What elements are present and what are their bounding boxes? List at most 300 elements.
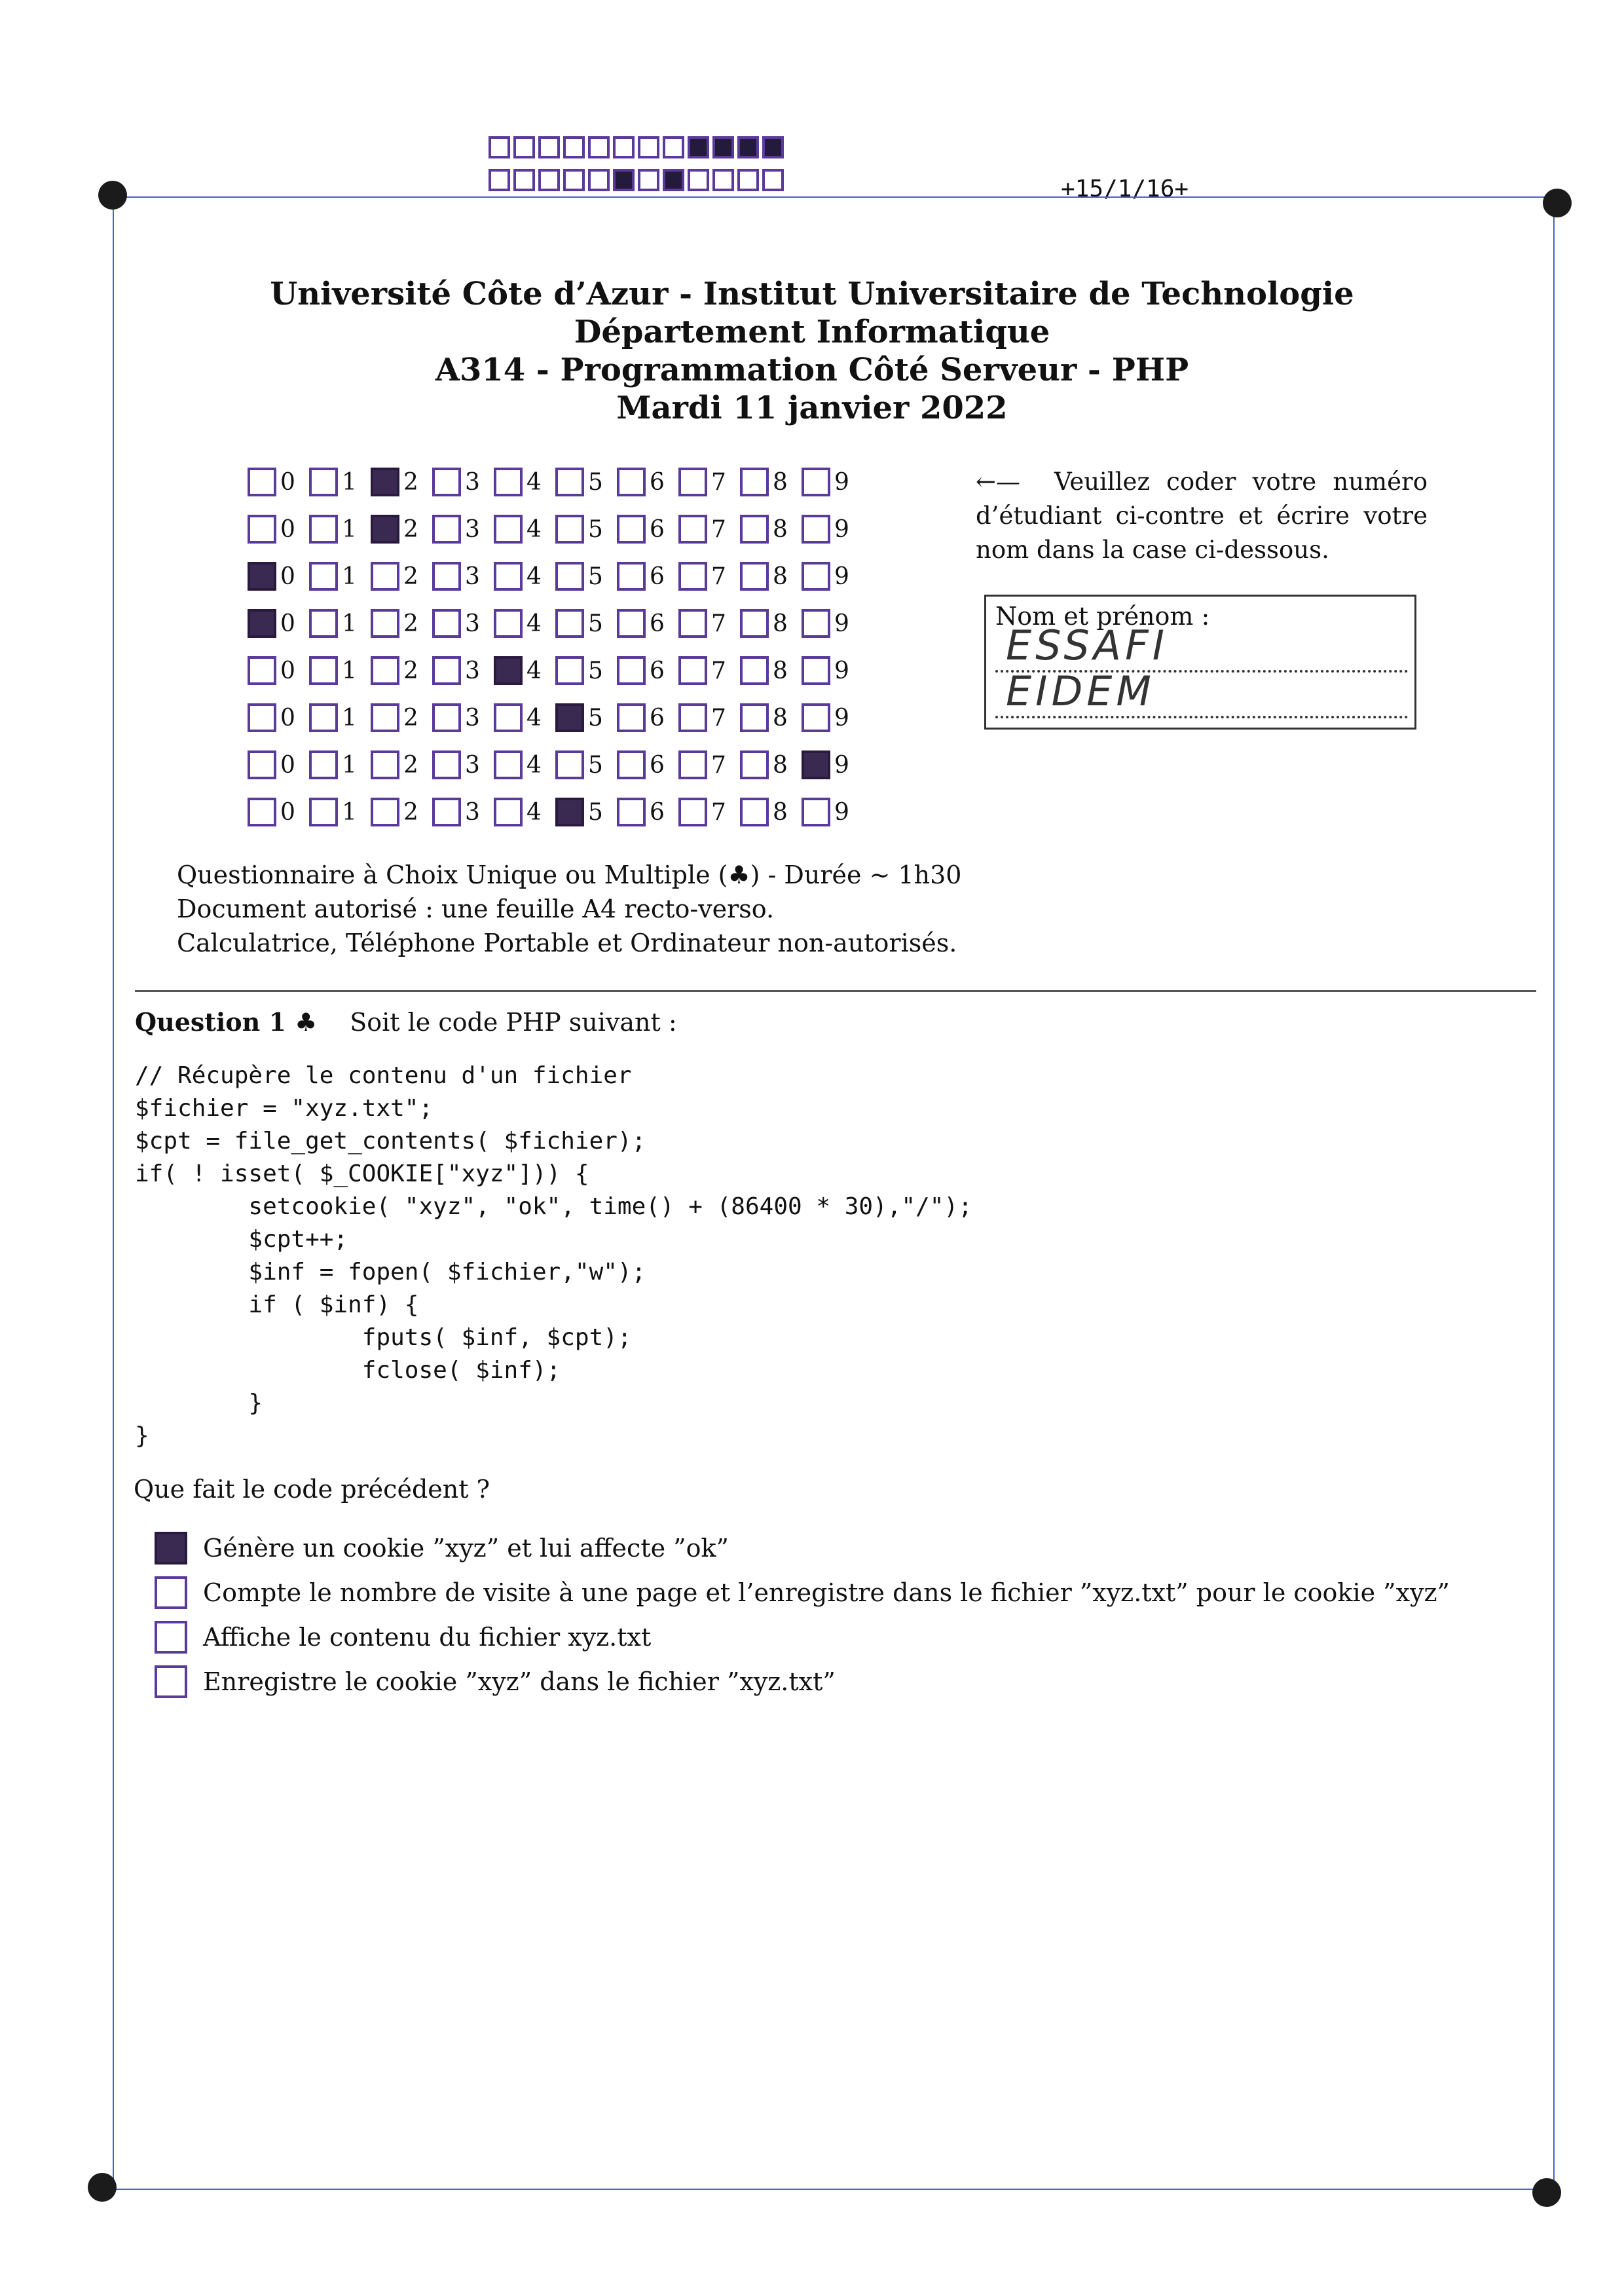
barcode-cell <box>663 169 684 191</box>
digit-option <box>678 656 740 685</box>
digit-option <box>371 468 432 496</box>
digit-option <box>432 750 494 779</box>
question-1-prompt: Soit le code PHP suivant : <box>350 1008 677 1037</box>
answer-checkbox[interactable] <box>155 1665 187 1698</box>
digit-option <box>371 798 432 826</box>
digit-checkbox[interactable] <box>309 703 338 732</box>
digit-label: 9 <box>834 704 849 731</box>
digit-label: 6 <box>650 704 665 731</box>
corner-dot-bottom-right <box>1532 2178 1561 2207</box>
page-code-id: +15/1/16+ <box>1061 176 1189 202</box>
digit-checkbox[interactable] <box>740 798 769 826</box>
student-grid-row <box>248 600 863 647</box>
digit-label: 4 <box>526 563 542 590</box>
digit-label: 2 <box>403 751 418 779</box>
answer-checkbox[interactable] <box>155 1576 187 1609</box>
digit-checkbox[interactable] <box>555 656 584 685</box>
barcode-cell <box>513 136 535 158</box>
digit-option <box>617 515 678 544</box>
digit-option <box>494 798 555 826</box>
digit-checkbox[interactable] <box>432 703 461 732</box>
section-divider <box>135 990 1536 992</box>
instructions-text: Veuillez coder votre numéro d’étudiant ci-contre et écrire votre nom dans la case ci-dessous. <box>976 468 1428 564</box>
digit-checkbox[interactable] <box>802 656 830 685</box>
digit-option <box>617 468 678 496</box>
digit-option <box>617 656 678 685</box>
digit-option <box>494 515 555 544</box>
digit-option <box>678 703 740 732</box>
barcode-cell <box>588 136 610 158</box>
digit-option <box>802 798 863 826</box>
digit-checkbox[interactable] <box>802 703 830 732</box>
digit-label: 3 <box>465 657 480 684</box>
digit-label: 7 <box>711 468 726 496</box>
barcode-cell <box>563 136 585 158</box>
digit-checkbox[interactable] <box>371 703 399 732</box>
digit-option <box>248 515 309 544</box>
name-box[interactable] <box>984 595 1416 730</box>
digit-label: 1 <box>342 610 357 637</box>
digit-label: 6 <box>650 798 665 826</box>
title-university: Université Côte d’Azur - Institut Universitaire de Technologie <box>270 276 1354 312</box>
barcode-cell <box>588 169 610 191</box>
digit-checkbox[interactable] <box>555 468 584 496</box>
digit-label: 3 <box>465 563 480 590</box>
name-box-label: Nom et prénom : <box>995 602 1210 631</box>
digit-checkbox[interactable] <box>555 562 584 591</box>
digit-option <box>371 562 432 591</box>
digit-label: 5 <box>588 610 603 637</box>
digit-option <box>740 515 802 544</box>
digit-checkbox[interactable] <box>432 798 461 826</box>
digit-checkbox[interactable] <box>555 515 584 544</box>
digit-checkbox[interactable] <box>617 656 646 685</box>
barcode-cell <box>762 169 784 191</box>
barcode-cell <box>538 136 560 158</box>
digit-checkbox[interactable] <box>555 609 584 638</box>
barcode-cell <box>513 169 535 191</box>
digit-option <box>678 750 740 779</box>
digit-label: 1 <box>342 468 357 496</box>
digit-option <box>494 468 555 496</box>
digit-label: 3 <box>465 798 480 826</box>
question-1-label: Question 1 ♣ <box>135 1007 318 1037</box>
digit-checkbox[interactable] <box>617 750 646 779</box>
digit-label: 9 <box>834 468 849 496</box>
answer-list <box>155 1526 1450 1704</box>
student-grid-row <box>248 506 863 553</box>
barcode-cell <box>737 136 759 158</box>
digit-option <box>678 609 740 638</box>
digit-label: 7 <box>711 610 726 637</box>
barcode-cell <box>638 136 659 158</box>
digit-option <box>678 468 740 496</box>
digit-label: 9 <box>834 751 849 779</box>
digit-checkbox[interactable] <box>555 750 584 779</box>
digit-label: 7 <box>711 751 726 779</box>
digit-label: 0 <box>280 657 295 684</box>
digit-label: 4 <box>526 798 542 826</box>
student-number-grid <box>248 458 863 836</box>
digit-checkbox[interactable] <box>617 609 646 638</box>
digit-option <box>309 798 371 826</box>
grid-instructions <box>976 465 1428 567</box>
barcode-cell <box>688 169 709 191</box>
digit-option <box>617 609 678 638</box>
digit-label: 6 <box>650 751 665 779</box>
digit-checkbox[interactable] <box>740 515 769 544</box>
digit-option <box>371 515 432 544</box>
digit-checkbox[interactable] <box>740 609 769 638</box>
digit-option <box>432 562 494 591</box>
digit-label: 8 <box>773 751 788 779</box>
digit-label: 0 <box>280 798 295 826</box>
digit-option <box>494 609 555 638</box>
digit-checkbox[interactable] <box>432 515 461 544</box>
digit-label: 4 <box>526 468 542 496</box>
digit-option <box>617 703 678 732</box>
digit-label: 5 <box>588 657 603 684</box>
digit-checkbox[interactable] <box>802 468 830 496</box>
answer-checkbox[interactable] <box>155 1532 187 1565</box>
barcode-cell <box>688 136 709 158</box>
question-1-header <box>135 1007 677 1037</box>
digit-checkbox[interactable] <box>678 609 707 638</box>
digit-option <box>678 515 740 544</box>
digit-label: 7 <box>711 657 726 684</box>
digit-option <box>555 798 617 826</box>
digit-label: 6 <box>650 610 665 637</box>
digit-checkbox[interactable] <box>678 656 707 685</box>
digit-checkbox[interactable] <box>309 656 338 685</box>
digit-option <box>802 656 863 685</box>
digit-checkbox[interactable] <box>248 609 276 638</box>
digit-label: 8 <box>773 563 788 590</box>
student-grid-row <box>248 741 863 788</box>
digit-label: 7 <box>711 563 726 590</box>
digit-checkbox[interactable] <box>494 468 523 496</box>
title-course: A314 - Programmation Côté Serveur - PHP <box>435 352 1189 388</box>
digit-label: 6 <box>650 468 665 496</box>
barcode-cell <box>712 169 734 191</box>
digit-checkbox[interactable] <box>740 562 769 591</box>
digit-label: 9 <box>834 563 849 590</box>
barcode-cell <box>538 169 560 191</box>
digit-checkbox[interactable] <box>432 656 461 685</box>
digit-label: 3 <box>465 515 480 543</box>
digit-checkbox[interactable] <box>494 798 523 826</box>
digit-label: 0 <box>280 563 295 590</box>
digit-checkbox[interactable] <box>432 609 461 638</box>
digit-option <box>494 750 555 779</box>
digit-checkbox[interactable] <box>802 798 830 826</box>
digit-option <box>740 798 802 826</box>
digit-checkbox[interactable] <box>740 656 769 685</box>
exam-intro <box>177 858 961 960</box>
digit-checkbox[interactable] <box>248 798 276 826</box>
digit-option <box>740 468 802 496</box>
digit-checkbox[interactable] <box>432 562 461 591</box>
digit-option <box>740 703 802 732</box>
answer-checkbox[interactable] <box>155 1621 187 1654</box>
digit-label: 4 <box>526 515 542 543</box>
name-line-2 <box>995 716 1408 718</box>
answer-option <box>155 1659 1450 1704</box>
digit-checkbox[interactable] <box>617 798 646 826</box>
digit-checkbox[interactable] <box>309 750 338 779</box>
digit-checkbox[interactable] <box>432 468 461 496</box>
digit-option <box>248 703 309 732</box>
digit-checkbox[interactable] <box>494 703 523 732</box>
digit-label: 2 <box>403 657 418 684</box>
digit-checkbox[interactable] <box>371 515 399 544</box>
digit-label: 7 <box>711 704 726 731</box>
digit-label: 9 <box>834 610 849 637</box>
digit-label: 2 <box>403 798 418 826</box>
answer-text: Affiche le contenu du fichier xyz.txt <box>203 1623 652 1652</box>
digit-option <box>740 609 802 638</box>
digit-checkbox[interactable] <box>309 515 338 544</box>
digit-checkbox[interactable] <box>802 609 830 638</box>
barcode-cell <box>638 169 659 191</box>
digit-checkbox[interactable] <box>309 609 338 638</box>
barcode-cell <box>712 136 734 158</box>
digit-checkbox[interactable] <box>617 515 646 544</box>
digit-checkbox[interactable] <box>802 750 830 779</box>
digit-label: 2 <box>403 515 418 543</box>
digit-label: 4 <box>526 657 542 684</box>
answer-text: Compte le nombre de visite à une page et l’enregistre dans le fichier ”xyz.txt” pour le cookie ”xyz” <box>203 1578 1450 1607</box>
digit-checkbox[interactable] <box>248 468 276 496</box>
digit-checkbox[interactable] <box>617 468 646 496</box>
digit-option <box>555 703 617 732</box>
digit-label: 3 <box>465 468 480 496</box>
barcode-cell <box>762 136 784 158</box>
digit-label: 2 <box>403 610 418 637</box>
digit-option <box>617 562 678 591</box>
digit-checkbox[interactable] <box>494 562 523 591</box>
digit-label: 5 <box>588 468 603 496</box>
handwritten-firstname: EIDEM <box>1006 667 1155 715</box>
digit-label: 5 <box>588 751 603 779</box>
digit-option <box>432 798 494 826</box>
digit-label: 3 <box>465 704 480 731</box>
digit-checkbox[interactable] <box>248 703 276 732</box>
digit-option <box>802 609 863 638</box>
digit-label: 3 <box>465 751 480 779</box>
answer-option <box>155 1570 1450 1615</box>
digit-label: 1 <box>342 563 357 590</box>
digit-option <box>371 609 432 638</box>
digit-checkbox[interactable] <box>678 798 707 826</box>
digit-checkbox[interactable] <box>248 656 276 685</box>
digit-checkbox[interactable] <box>494 750 523 779</box>
header-barcode-row-2 <box>489 169 787 191</box>
digit-checkbox[interactable] <box>740 750 769 779</box>
digit-checkbox[interactable] <box>678 515 707 544</box>
digit-label: 8 <box>773 798 788 826</box>
student-grid-row <box>248 458 863 506</box>
digit-checkbox[interactable] <box>371 750 399 779</box>
corner-dot-bottom-left <box>88 2173 117 2202</box>
digit-checkbox[interactable] <box>802 562 830 591</box>
digit-label: 9 <box>834 515 849 543</box>
barcode-cell <box>489 169 510 191</box>
digit-option <box>617 750 678 779</box>
digit-label: 5 <box>588 515 603 543</box>
digit-checkbox[interactable] <box>678 562 707 591</box>
student-grid-row <box>248 553 863 600</box>
digit-label: 1 <box>342 798 357 826</box>
digit-label: 6 <box>650 657 665 684</box>
digit-checkbox[interactable] <box>617 562 646 591</box>
digit-option <box>432 468 494 496</box>
php-code-block: // Récupère le contenu d'un fichier $fichier = "xyz.txt"; $cpt = file_get_contents( $fichier); if( ! isset( $_COOKIE["xyz"])) { setcookie( "xyz", "ok", time() + (86400 * 30),"/"); $cpt++; $inf = fopen( $fichier,"w"); if ( $inf) { fputs( $inf, $cpt); fclose( $inf); } } <box>135 1062 972 1449</box>
digit-checkbox[interactable] <box>371 798 399 826</box>
digit-checkbox[interactable] <box>678 468 707 496</box>
digit-label: 8 <box>773 468 788 496</box>
digit-checkbox[interactable] <box>617 703 646 732</box>
digit-option <box>432 656 494 685</box>
digit-option <box>371 703 432 732</box>
digit-checkbox[interactable] <box>494 656 523 685</box>
digit-option <box>555 515 617 544</box>
digit-label: 9 <box>834 657 849 684</box>
answer-option <box>155 1526 1450 1570</box>
digit-label: 1 <box>342 751 357 779</box>
digit-label: 0 <box>280 515 295 543</box>
digit-label: 7 <box>711 515 726 543</box>
digit-option <box>802 515 863 544</box>
digit-option <box>555 468 617 496</box>
intro-line-3: Calculatrice, Téléphone Portable et Ordinateur non-autorisés. <box>177 929 957 957</box>
digit-label: 2 <box>403 468 418 496</box>
barcode-cell <box>663 136 684 158</box>
digit-checkbox[interactable] <box>248 562 276 591</box>
digit-checkbox[interactable] <box>309 562 338 591</box>
digit-label: 4 <box>526 704 542 731</box>
digit-option <box>494 656 555 685</box>
title-department: Département Informatique <box>574 314 1050 350</box>
digit-checkbox[interactable] <box>494 515 523 544</box>
digit-option <box>248 468 309 496</box>
digit-option <box>309 656 371 685</box>
digit-checkbox[interactable] <box>740 703 769 732</box>
title-date: Mardi 11 janvier 2022 <box>616 390 1008 426</box>
digit-option <box>248 562 309 591</box>
digit-checkbox[interactable] <box>371 609 399 638</box>
barcode-cell <box>737 169 759 191</box>
digit-label: 0 <box>280 610 295 637</box>
digit-label: 7 <box>711 798 726 826</box>
corner-dot-top-right <box>1543 189 1572 217</box>
digit-label: 6 <box>650 515 665 543</box>
digit-option <box>248 656 309 685</box>
digit-option <box>740 750 802 779</box>
digit-checkbox[interactable] <box>371 468 399 496</box>
digit-option <box>309 515 371 544</box>
intro-line-2: Document autorisé : une feuille A4 recto-verso. <box>177 895 775 923</box>
digit-option <box>494 703 555 732</box>
barcode-cell <box>613 136 635 158</box>
digit-label: 8 <box>773 515 788 543</box>
student-grid-row <box>248 694 863 741</box>
question-1-text: Que fait le code précédent ? <box>134 1475 490 1504</box>
digit-checkbox[interactable] <box>371 562 399 591</box>
digit-option <box>432 515 494 544</box>
digit-checkbox[interactable] <box>309 468 338 496</box>
digit-checkbox[interactable] <box>555 703 584 732</box>
digit-option <box>555 656 617 685</box>
digit-checkbox[interactable] <box>371 656 399 685</box>
digit-checkbox[interactable] <box>309 798 338 826</box>
digit-label: 6 <box>650 563 665 590</box>
student-grid-row <box>248 788 863 836</box>
digit-option <box>309 750 371 779</box>
digit-checkbox[interactable] <box>678 750 707 779</box>
digit-checkbox[interactable] <box>432 750 461 779</box>
digit-checkbox[interactable] <box>248 515 276 544</box>
digit-option <box>740 656 802 685</box>
digit-label: 5 <box>588 798 603 826</box>
barcode-cell <box>563 169 585 191</box>
digit-option <box>371 656 432 685</box>
digit-label: 3 <box>465 610 480 637</box>
digit-label: 8 <box>773 610 788 637</box>
digit-checkbox[interactable] <box>678 703 707 732</box>
digit-label: 1 <box>342 657 357 684</box>
digit-option <box>555 750 617 779</box>
header-barcode-row-1 <box>489 136 787 158</box>
digit-checkbox[interactable] <box>555 798 584 826</box>
digit-label: 0 <box>280 468 295 496</box>
digit-checkbox[interactable] <box>494 609 523 638</box>
corner-dot-top-left <box>98 181 127 210</box>
digit-option <box>678 562 740 591</box>
digit-option <box>802 750 863 779</box>
digit-label: 9 <box>834 798 849 826</box>
left-arrow-icon: ←— <box>976 468 1021 496</box>
exam-title <box>0 275 1624 427</box>
digit-option <box>802 562 863 591</box>
digit-label: 2 <box>403 563 418 590</box>
digit-label: 8 <box>773 704 788 731</box>
digit-option <box>248 750 309 779</box>
digit-checkbox[interactable] <box>740 468 769 496</box>
digit-option <box>432 609 494 638</box>
answer-text: Génère un cookie ”xyz” et lui affecte ”ok” <box>203 1534 729 1563</box>
digit-option <box>494 562 555 591</box>
digit-checkbox[interactable] <box>802 515 830 544</box>
digit-checkbox[interactable] <box>248 750 276 779</box>
digit-label: 8 <box>773 657 788 684</box>
digit-option <box>432 703 494 732</box>
answer-option <box>155 1615 1450 1659</box>
digit-option <box>309 703 371 732</box>
digit-option <box>740 562 802 591</box>
digit-label: 0 <box>280 751 295 779</box>
digit-label: 5 <box>588 704 603 731</box>
digit-label: 4 <box>526 751 542 779</box>
digit-option <box>555 609 617 638</box>
student-grid-row <box>248 647 863 694</box>
digit-option <box>555 562 617 591</box>
digit-option <box>802 703 863 732</box>
barcode-cell <box>613 169 635 191</box>
digit-option <box>617 798 678 826</box>
handwritten-surname: ESSAFI <box>1006 621 1169 669</box>
digit-option <box>678 798 740 826</box>
